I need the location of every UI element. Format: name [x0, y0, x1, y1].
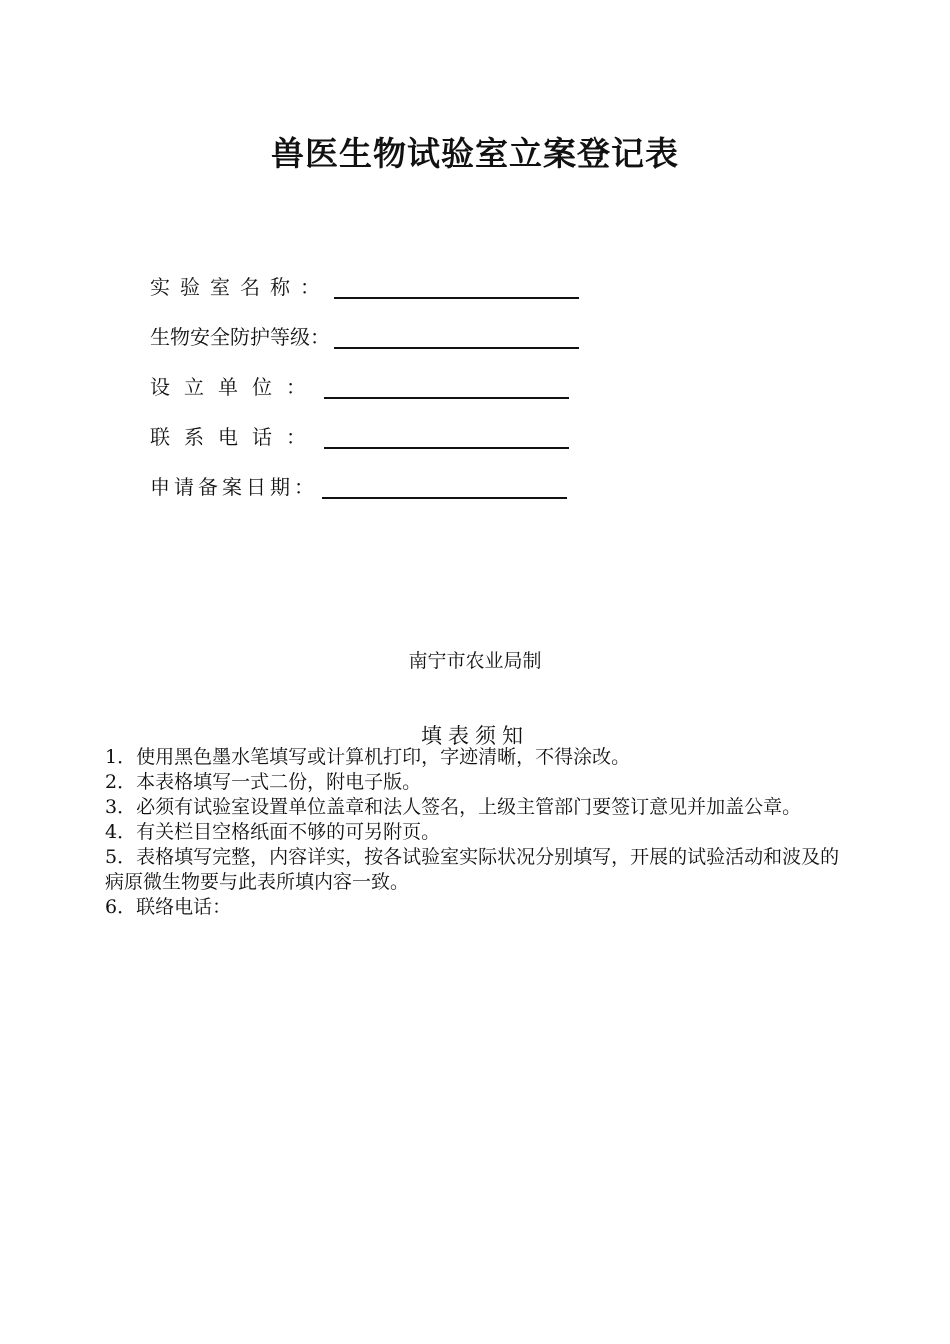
field-biosafety-level — [150, 322, 579, 352]
field-blank-line[interactable] — [324, 425, 569, 449]
field-label: 联系电话： — [150, 425, 320, 449]
field-lab-name — [150, 272, 579, 302]
notes-list — [105, 745, 850, 920]
page-title: 兽医生物试验室立案登记表 — [271, 134, 679, 173]
note-item: 2．本表格填写一式二份，附电子版。 — [105, 771, 422, 793]
note-item: 5．表格填写完整，内容详实，按各试验室实际状况分别填写，开展的试验活动和波及的病原微生物要与此表所填内容一致。 — [105, 846, 840, 893]
note-item: 6．联络电话： — [105, 896, 232, 918]
field-blank-line[interactable] — [322, 475, 567, 499]
note-item: 3．必须有试验室设置单位盖章和法人签名，上级主管部门要签订意见并加盖公章。 — [105, 796, 802, 818]
field-contact-phone — [150, 422, 569, 452]
note-item: 1．使用黑色墨水笔填写或计算机打印，字迹清晰，不得涂改。 — [105, 746, 631, 768]
field-application-date — [150, 472, 567, 502]
note-item: 4．有关栏目空格纸面不够的可另附页。 — [105, 821, 441, 843]
field-establishing-unit — [150, 372, 569, 402]
field-blank-line[interactable] — [334, 275, 579, 299]
notes-title: 填表须知 — [421, 724, 529, 748]
issuer-text: 南宁市农业局制 — [408, 650, 542, 672]
field-blank-line[interactable] — [324, 375, 569, 399]
field-label: 实验室名称： — [150, 275, 330, 299]
field-blank-line[interactable] — [334, 325, 579, 349]
field-label: 申请备案日期： — [150, 475, 318, 499]
field-label: 设立单位： — [150, 375, 320, 399]
field-label: 生物安全防护等级： — [150, 325, 330, 349]
